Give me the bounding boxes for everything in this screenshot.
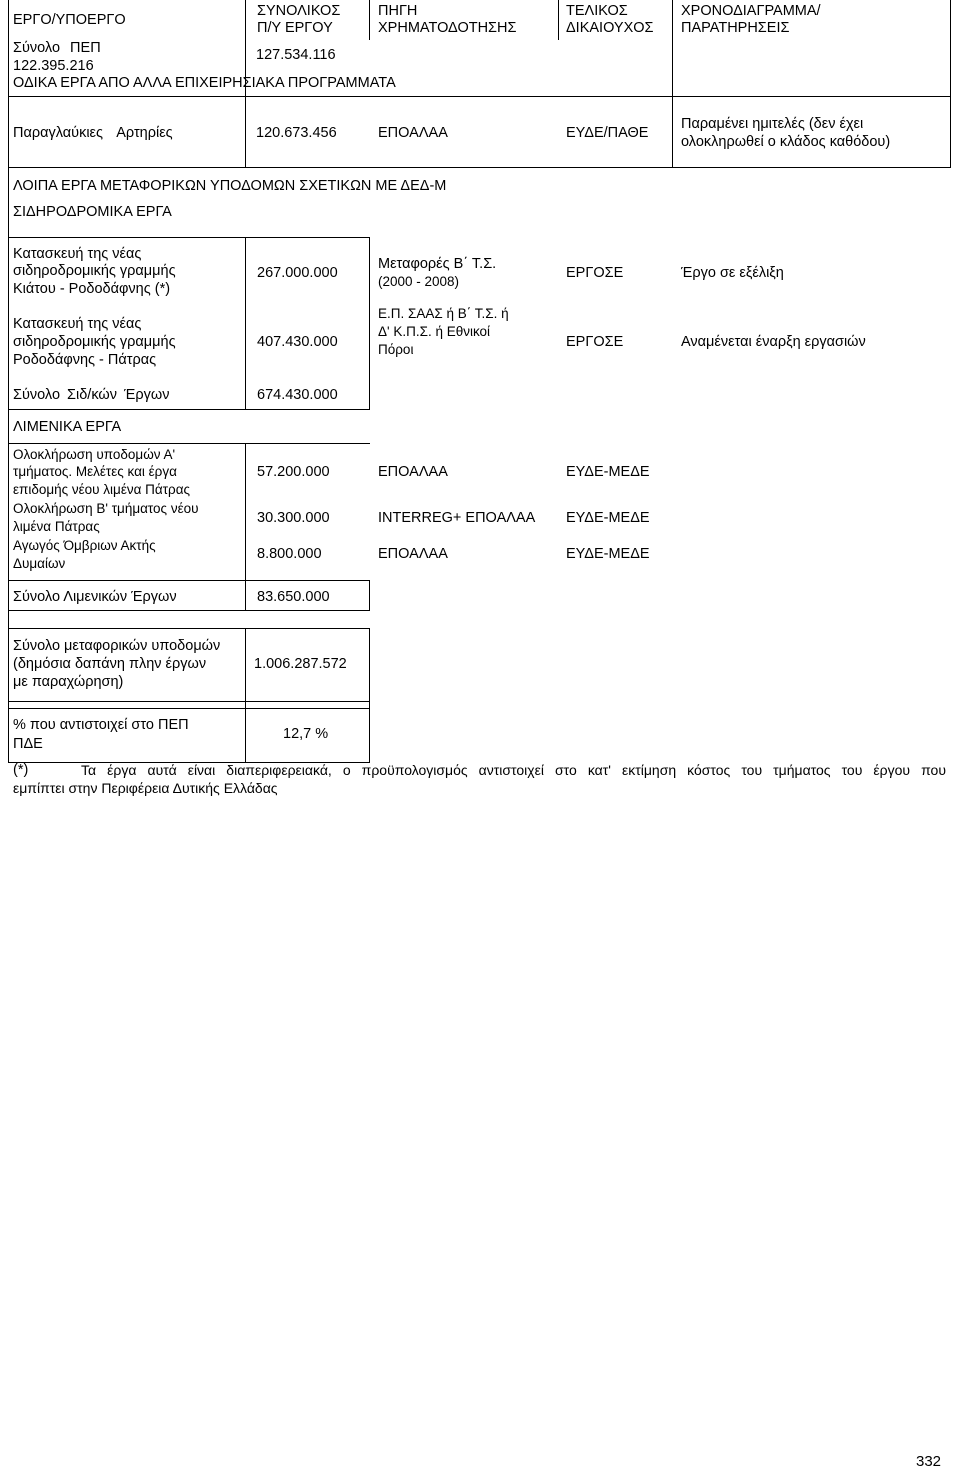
header-source-a: ΠΗΓΗ xyxy=(378,3,418,19)
rail-project-2-line1: Κατασκευή της νέας xyxy=(13,316,142,332)
rail-project-2-source-c: Πόροι xyxy=(378,342,414,357)
rail-project-2-budget: 407.430.000 xyxy=(257,334,338,350)
total-pep-label: Σύνολο ΠΕΠ xyxy=(13,40,101,56)
rail-total-value: 674.430.000 xyxy=(257,387,338,403)
col-divider xyxy=(369,628,370,762)
port-project-1-line3: επιδομής νέου λιμένα Πάτρας xyxy=(13,482,191,497)
port-project-1-source: ΕΠΟΑΛΑΑ xyxy=(378,464,448,480)
pep-percentage-label-b: ΠΔΕ xyxy=(13,736,43,752)
total-budget-value: 127.534.116 xyxy=(256,47,336,63)
row-divider xyxy=(8,701,370,702)
header-project: ΕΡΓΟ/ΥΠΟΕΡΓΟ xyxy=(13,12,126,28)
col-divider xyxy=(245,443,246,610)
port-project-3-line1: Αγωγός Όμβριων Ακτής xyxy=(13,538,156,553)
pep-percentage-label-a: % που αντιστοιχεί στο ΠΕΠ xyxy=(13,717,189,733)
ports-total-value: 83.650.000 xyxy=(257,589,330,605)
port-project-2-budget: 30.300.000 xyxy=(257,510,330,526)
table-border-right xyxy=(950,0,951,167)
footnote-mark: (*) xyxy=(13,762,29,778)
other-projects-title: ΛΟΙΠΑ ΕΡΓΑ ΜΕΤΑΦΟΡΙΚΩΝ ΥΠΟΔΟΜΩΝ ΣΧΕΤΙΚΩΝ ΜΕ ΔΕΔ-Μ xyxy=(13,178,447,194)
rail-project-2-remark: Αναμένεται έναρξη εργασιών xyxy=(681,334,866,350)
row-divider xyxy=(8,237,370,238)
port-project-2-line1: Ολοκλήρωση Β' τμήματος νέου xyxy=(13,501,199,516)
road-budget: 120.673.456 xyxy=(256,125,337,141)
row-divider xyxy=(8,708,370,709)
port-project-3-line2: Δυμαίων xyxy=(13,556,66,571)
header-schedule-b: ΠΑΡΑΤΗΡΗΣΕΙΣ xyxy=(681,20,790,36)
footnote-text-line1: Τα έργα αυτά είναι διαπεριφερειακά, ο προϋπολογισμός αντιστοιχεί στο κατ' εκτίμηση κόστος του τμήματος του έργου που xyxy=(81,762,946,778)
footnote-text-line2: εμπίπτει στην Περιφέρεια Δυτικής Ελλάδας xyxy=(13,780,278,796)
port-project-1-line1: Ολοκλήρωση υποδομών Α' xyxy=(13,447,176,462)
row-divider xyxy=(8,610,370,611)
header-budget-b: Π/Υ ΕΡΓΟΥ xyxy=(257,20,333,36)
table-border-left xyxy=(8,0,9,762)
port-project-2-source: INTERREG+ ΕΠΟΑΛΑΑ xyxy=(378,510,536,526)
ports-total-label: Σύνολο Λιμενικών Έργων xyxy=(13,589,177,605)
transport-total-label-c: με παραχώρηση) xyxy=(13,674,124,690)
col-divider xyxy=(245,237,246,409)
pep-percentage-value: 12,7 % xyxy=(283,726,329,742)
rail-project-2-line3: Ροδοδάφνης - Πάτρας xyxy=(13,352,157,368)
header-beneficiary-b: ΔΙΚΑΙΟΥΧΟΣ xyxy=(566,20,654,36)
row-divider xyxy=(8,409,370,410)
rail-project-2-source-a: Ε.Π. ΣΑΑΣ ή Β΄ Τ.Σ. ή xyxy=(378,306,509,321)
transport-total-value: 1.006.287.572 xyxy=(254,656,347,672)
rail-project-2-line2: σιδηροδρομικής γραμμής xyxy=(13,334,176,350)
row-divider xyxy=(8,443,370,444)
col-divider xyxy=(369,0,370,40)
port-project-3-budget: 8.800.000 xyxy=(257,546,322,562)
rail-project-1-line1: Κατασκευή της νέας xyxy=(13,246,142,262)
col-divider xyxy=(369,580,370,610)
road-remark-b: ολοκληρωθεί ο κλάδος καθόδου) xyxy=(681,134,891,150)
header-beneficiary-a: ΤΕΛΙΚΟΣ xyxy=(566,3,628,19)
road-project-name: Παραγλαύκιες Αρτηρίες xyxy=(13,125,173,141)
rail-project-1-line2: σιδηροδρομικής γραμμής xyxy=(13,263,176,279)
port-project-1-beneficiary: ΕΥΔΕ-ΜΕΔΕ xyxy=(566,464,650,480)
rail-project-1-remark: Έργο σε εξέλιξη xyxy=(681,265,784,281)
rail-project-2-beneficiary: ΕΡΓΟΣΕ xyxy=(566,334,624,350)
port-project-3-source: ΕΠΟΑΛΑΑ xyxy=(378,546,448,562)
page-number: 332 xyxy=(916,1453,942,1470)
header-source-b: ΧΡΗΜΑΤΟΔΟΤΗΣΗΣ xyxy=(378,20,517,36)
row-divider xyxy=(8,96,951,97)
rail-project-1-line3: Κιάτου - Ροδοδάφνης (*) xyxy=(13,281,171,297)
road-remark-a: Παραμένει ημιτελές (δεν έχει xyxy=(681,116,864,132)
row-divider xyxy=(8,580,370,581)
rail-section-title: ΣΙΔΗΡΟΔΡΟΜΙΚΑ ΕΡΓΑ xyxy=(13,204,172,220)
port-project-2-beneficiary: ΕΥΔΕ-ΜΕΔΕ xyxy=(566,510,650,526)
ports-section-title: ΛΙΜΕΝΙΚΑ ΕΡΓΑ xyxy=(13,419,122,435)
col-divider xyxy=(245,628,246,762)
header-schedule-a: ΧΡΟΝΟΔΙΑΓΡΑΜΜΑ/ xyxy=(681,3,821,19)
row-divider xyxy=(8,167,951,168)
road-beneficiary: ΕΥΔΕ/ΠΑΘΕ xyxy=(566,125,649,141)
transport-total-label-b: (δημόσια δαπάνη πλην έργων xyxy=(13,656,207,672)
header-budget-a: ΣΥΝΟΛΙΚΟΣ xyxy=(257,3,341,19)
col-divider xyxy=(558,0,559,40)
total-pep-value: 122.395.216 xyxy=(13,58,94,74)
port-project-2-line2: λιμένα Πάτρας xyxy=(13,519,100,534)
col-divider xyxy=(369,237,370,409)
rail-project-2-source-b: Δ' Κ.Π.Σ. ή Εθνικοί xyxy=(378,324,491,339)
rail-project-1-source-b: (2000 - 2008) xyxy=(378,274,460,289)
rail-project-1-budget: 267.000.000 xyxy=(257,265,338,281)
rail-project-1-source-a: Μεταφορές Β΄ Τ.Σ. xyxy=(378,256,497,272)
road-source: ΕΠΟΑΛΑΑ xyxy=(378,125,448,141)
road-section-title: ΟΔΙΚΑ ΕΡΓΑ ΑΠΟ ΑΛΛΑ ΕΠΙΧΕΙΡΗΣΙΑΚΑ ΠΡΟΓΡΑΜΜΑΤΑ xyxy=(13,75,396,91)
rail-total-label: Σύνολο Σιδ/κών Έργων xyxy=(13,387,170,403)
rail-project-1-beneficiary: ΕΡΓΟΣΕ xyxy=(566,265,624,281)
row-divider xyxy=(8,628,370,629)
col-divider xyxy=(672,0,673,167)
transport-total-label-a: Σύνολο μεταφορικών υποδομών xyxy=(13,638,221,654)
port-project-1-budget: 57.200.000 xyxy=(257,464,330,480)
port-project-3-beneficiary: ΕΥΔΕ-ΜΕΔΕ xyxy=(566,546,650,562)
port-project-1-line2: τμήματος. Μελέτες και έργα xyxy=(13,464,177,479)
